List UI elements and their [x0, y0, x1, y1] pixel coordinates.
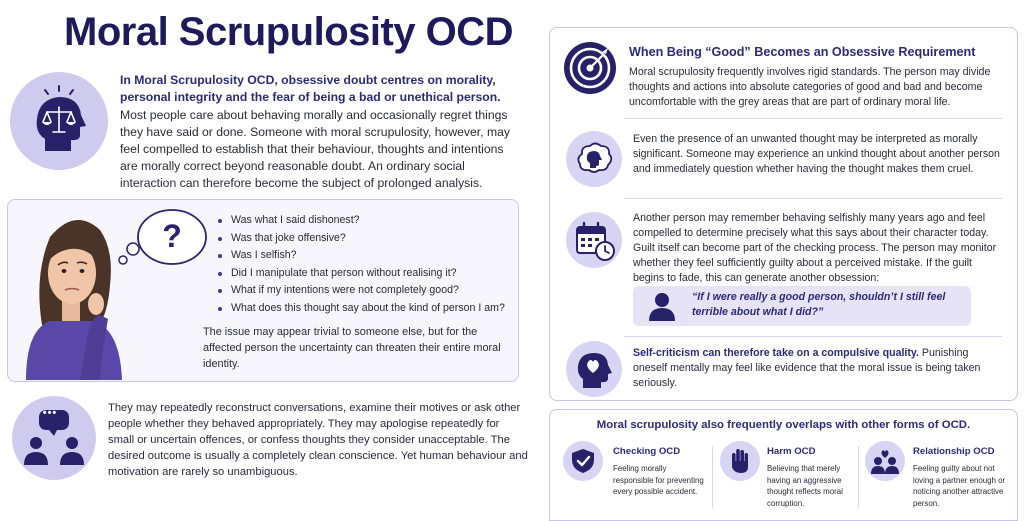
- person-icon: [648, 291, 676, 326]
- reassurance-text: They may repeatedly reconstruct conversations, examine their motives or ask other people whether they behaved appropriately. They may apologise repeatedly for small or uncertain offences, or confess thoughts they consider unacceptable. The desired outcome is usually a completely clean conscience. Yet human behaviour and motivation are rarely so unambiguous.: [108, 402, 528, 478]
- list-item: Was that joke offensive?: [218, 230, 518, 248]
- list-item: What if my intentions were not completely good?: [218, 282, 518, 300]
- intro-body: Most people care about behaving morally and occasionally regret things they have said or done. Someone with moral scrupulosity, however, may feel compelled to establish that their behaviour, thoughts and intentions are morally correct beyond reasonable doubt. An ordinary social interaction can therefore become the subject of prolonged analysis.: [120, 108, 510, 190]
- question-mark-icon: ?: [162, 217, 182, 254]
- list-item: Did I manipulate that person without realising it?: [218, 265, 518, 283]
- questions-list: [218, 212, 518, 317]
- harm-ocd-text: Believing that merely having an aggressive thought reflects moral corruption.: [767, 464, 843, 508]
- divider: [624, 336, 1002, 337]
- divider: [624, 198, 1002, 199]
- page-title: Moral Scrupulosity OCD: [64, 10, 514, 54]
- relationship-ocd-text: Feeling guilty about not loving a partner enough or noticing another attractive person.: [913, 464, 1006, 508]
- unwanted-thought-text: Even the presence of an unwanted thought may be interpreted as morally significant. Someone may experience an unkind thought about another person and immediately question whether having the thought makes them cruel.: [633, 133, 1000, 175]
- divider: [624, 118, 1002, 119]
- calendar-clock-icon: [566, 212, 622, 268]
- harm-ocd-title: Harm OCD: [767, 446, 816, 457]
- list-item: Was I selfish?: [218, 247, 518, 265]
- questions-note: The issue may appear trivial to someone else, but for the affected person the uncertainty can threaten their entire moral identity.: [203, 326, 501, 370]
- divider: [712, 446, 713, 508]
- guilt-checking-text: Another person may remember behaving selfishly many years ago and feel compelled to determine precisely what this says about their character today. Guilt itself can become part of the checking process. The person may monitor whether they feel sufficiently guilty about a perceived mistake. If the guilt begins to fade, this can generate another obsession:: [633, 212, 997, 284]
- list-item: Was what I said dishonest?: [218, 212, 518, 230]
- checking-ocd-title: Checking OCD: [613, 446, 681, 457]
- panel-heading: When Being “Good” Becomes an Obsessive Requirement: [629, 45, 976, 59]
- checking-ocd-text: Feeling morally responsible for preventing every possible accident.: [613, 464, 704, 496]
- speech-dots-icon: •••: [42, 407, 58, 419]
- couple-heart-icon: [865, 441, 905, 481]
- quote-text: “If I were really a good person, shouldn’t I still feel terrible about what I did?”: [692, 291, 946, 318]
- divider: [858, 446, 859, 508]
- intro-lead: In Moral Scrupulosity OCD, obsessive doubt centres on morality, personal integrity and the fear of being a bad or unethical person.: [120, 73, 501, 104]
- shield-check-icon: [563, 441, 603, 481]
- target-icon: [562, 40, 618, 101]
- list-item: What does this thought say about the kind of person I am?: [218, 300, 518, 318]
- head-thought-icon: [566, 131, 622, 187]
- scales-head-icon: [10, 72, 108, 170]
- head-heart-icon: [566, 341, 622, 397]
- relationship-ocd-title: Relationship OCD: [913, 446, 995, 457]
- self-criticism-text: Self-criticism can therefore take on a compulsive quality. Punishing oneself mentally may feel like evidence that the moral issue is being taken seriously.: [633, 347, 981, 389]
- raised-hand-icon: [720, 441, 760, 481]
- overlap-title: Moral scrupulosity also frequently overlaps with other forms of OCD.: [596, 419, 971, 431]
- rigid-standards-text: Moral scrupulosity frequently involves rigid standards. The person may divide thoughts and actions into absolute categories of good and bad and become uncomfortable with the grey areas that are part of ordinary moral life.: [629, 66, 991, 108]
